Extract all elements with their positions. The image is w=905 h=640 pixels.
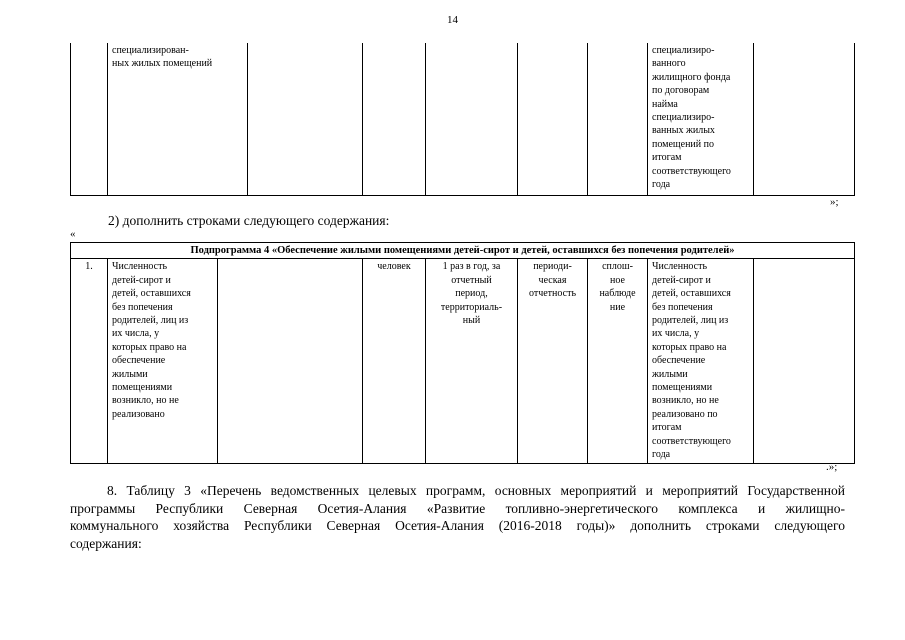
cell-notes — [648, 43, 754, 195]
text-line: которых право на — [112, 341, 187, 353]
closing-quote: .»; — [826, 461, 838, 473]
text-line: наблюде — [599, 288, 636, 300]
cell-number: 1. — [71, 259, 108, 463]
text-line: 1 раз в год, за — [442, 261, 501, 273]
text-line: реализовано по — [652, 408, 718, 420]
text-line: специализирован- — [112, 45, 189, 56]
text-line: ных жилых помещений — [112, 58, 213, 70]
page-number: 14 — [447, 14, 458, 26]
cell-unit: человек — [363, 259, 426, 463]
cell-method — [518, 43, 588, 195]
text-line: реализовано — [112, 408, 165, 420]
text-line: жилыми — [112, 368, 148, 380]
text-line: помещениями — [652, 382, 713, 394]
text-line: помещениями — [112, 382, 173, 394]
paragraph-line: 8. Таблицу 3 «Перечень ведомственных целевых программ, основных мероприятий и мероприятий Государственной — [107, 483, 845, 498]
cell-frequency — [426, 259, 518, 463]
closing-quote: »; — [830, 196, 839, 208]
text-line: года — [652, 449, 671, 461]
text-line: отчетность — [528, 288, 577, 300]
text-line: родителей, лиц из — [652, 315, 729, 327]
cell-indicator-name — [108, 43, 248, 195]
text-line: без попечения — [112, 301, 173, 313]
text-line: специализиро- — [652, 45, 715, 56]
indicators-table-continuation — [70, 43, 855, 196]
cell-empty — [754, 43, 855, 195]
text-line: соответствующего — [652, 435, 731, 447]
text-line: периоди- — [533, 261, 572, 273]
cell-unit — [363, 43, 426, 195]
text-line: соответствующего — [652, 165, 731, 177]
text-line: Численность — [652, 261, 708, 273]
cell-coverage — [588, 43, 648, 195]
text-line: года — [652, 179, 671, 191]
text-line: помещений по — [652, 138, 714, 150]
text-line: отчетный — [451, 274, 492, 286]
text-line: территориаль- — [440, 301, 503, 313]
text-line: детей, оставшихся — [112, 288, 191, 300]
cell-method — [518, 259, 588, 463]
text-line: детей-сирот и — [652, 274, 711, 286]
text-line: детей-сирот и — [112, 274, 171, 286]
text-line: которых право на — [652, 341, 727, 353]
paragraph-line: коммунального хозяйства Республики Северная Осетия-Алания (2016-2018 годы)» дополнить строками следующего — [70, 518, 845, 533]
text-line: обеспечение — [112, 355, 166, 367]
cell-indicator-name — [108, 259, 218, 463]
text-line: ванного — [652, 58, 686, 70]
paragraph-line: программы Республики Северная Осетия-Алания «Развитие топливно-энергетического комплекса и жилищно- — [70, 500, 845, 516]
opening-quote: « — [70, 228, 76, 240]
text-line: жилыми — [652, 368, 688, 380]
text-line: их числа, у — [652, 328, 700, 340]
text-line: без попечения — [652, 301, 713, 313]
text-line: родителей, лиц из — [112, 315, 189, 327]
cell-empty — [218, 259, 363, 463]
paragraph-line: содержания: — [70, 535, 142, 551]
text-line: найма — [652, 98, 678, 110]
text-line: период, — [455, 288, 488, 300]
text-line: итогам — [652, 422, 682, 434]
subprogram-title: Подпрограмма 4 «Обеспечение жилыми помещениями детей-сирот и детей, оставшихся без попечения родителей» — [71, 243, 855, 259]
text-line: Численность — [112, 261, 168, 273]
text-line: обеспечение — [652, 355, 706, 367]
text-line: итогам — [652, 152, 682, 164]
cell-coverage — [588, 259, 648, 463]
text-line: возникло, но не — [652, 395, 719, 407]
text-line: жилищного фонда — [652, 71, 731, 83]
paragraph-8 — [70, 482, 845, 552]
cell-frequency — [426, 43, 518, 195]
cell-empty — [754, 259, 855, 463]
cell-empty — [248, 43, 363, 195]
text-line: сплош- — [602, 261, 633, 273]
text-line: ние — [609, 301, 626, 313]
text-line: их числа, у — [112, 328, 160, 340]
text-line: по договорам — [652, 85, 710, 97]
text-line: детей, оставшихся — [652, 288, 731, 300]
text-line: ческая — [538, 274, 567, 286]
cell-notes — [648, 259, 754, 463]
cell-number — [71, 43, 108, 195]
indicators-table-addition — [70, 242, 855, 464]
text-line: ный — [462, 315, 481, 327]
text-line: возникло, но не — [112, 395, 179, 407]
text-line: ванных жилых — [652, 125, 715, 137]
instruction-text: 2) дополнить строками следующего содержания: — [108, 213, 390, 228]
text-line: специализиро- — [652, 112, 715, 124]
text-line: ное — [610, 274, 625, 286]
